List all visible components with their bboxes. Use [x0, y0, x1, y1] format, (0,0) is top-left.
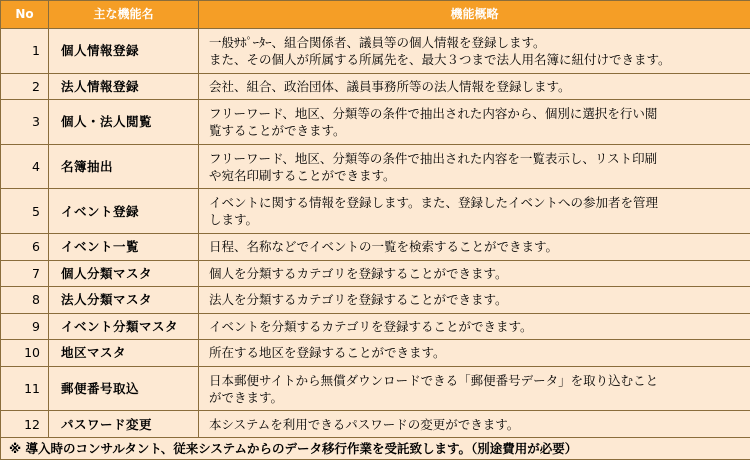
table-row: [1, 100, 750, 145]
description-line: イベントに関する情報を登録します。また、登録したイベントへの参加者を管理: [209, 195, 659, 211]
description-line: や宛名印刷することができます。: [209, 167, 396, 183]
footer-note: ※ 導入時のコンサルタント、従来システムからのデータ移行作業を受託致します。（別途費用が必要）: [1, 438, 750, 460]
description-line: します。: [209, 212, 259, 228]
feature-name: 郵便番号取込: [49, 366, 199, 411]
feature-name: イベント一覧: [49, 233, 199, 260]
feature-name: 個人分類マスタ: [49, 260, 199, 287]
feature-name: 個人情報登録: [49, 29, 199, 74]
description-line: 法人を分類するカテゴリを登録することができます。: [209, 292, 508, 308]
row-number: 12: [1, 411, 49, 438]
feature-description: [199, 366, 750, 411]
row-number: 11: [1, 366, 49, 411]
table-body: [1, 29, 750, 438]
feature-name: 法人分類マスタ: [49, 287, 199, 314]
feature-description: [199, 233, 750, 260]
feature-description: [199, 73, 750, 100]
table-row: [1, 411, 750, 438]
feature-name: 個人・法人閲覧: [49, 100, 199, 145]
row-number: 7: [1, 260, 49, 287]
table-row: [1, 144, 750, 189]
table-row: [1, 366, 750, 411]
feature-name: イベント登録: [49, 189, 199, 234]
feature-description: [199, 287, 750, 314]
feature-description: [199, 313, 750, 340]
footer-note-row: [1, 438, 750, 460]
description-line: 所在する地区を登録することができます。: [209, 345, 446, 361]
description-line: 覧することができます。: [209, 122, 346, 138]
description-line: また、その個人が所属する所属先を、最大３つまで法人用名簿に紐付けできます。: [209, 51, 671, 67]
feature-description: [199, 411, 750, 438]
description-line: 会社、組合、政治団体、議員事務所等の法人情報を登録します。: [209, 78, 571, 94]
table-row: [1, 313, 750, 340]
row-number: 10: [1, 340, 49, 367]
row-number: 1: [1, 29, 49, 74]
description-line: イベントを分類するカテゴリを登録することができます。: [209, 318, 533, 334]
feature-name: 地区マスタ: [49, 340, 199, 367]
table-row: [1, 287, 750, 314]
feature-name: 名簿抽出: [49, 144, 199, 189]
description-line: フリーワード、地区、分類等の条件で抽出された内容から、個別に選択を行い閲: [209, 105, 658, 121]
feature-name: 法人情報登録: [49, 73, 199, 100]
description-line: 本システムを利用できるパスワードの変更ができます。: [209, 416, 520, 432]
feature-name: イベント分類マスタ: [49, 313, 199, 340]
row-number: 3: [1, 100, 49, 145]
description-line: ができます。: [209, 389, 284, 405]
header-no: No: [1, 1, 49, 29]
header-feature-summary: 機能概略: [199, 1, 750, 29]
row-number: 4: [1, 144, 49, 189]
header-row: [1, 1, 750, 29]
table-row: [1, 73, 750, 100]
description-line: 日本郵便サイトから無償ダウンロードできる「郵便番号データ」を取り込むこと: [209, 372, 659, 388]
description-line: フリーワード、地区、分類等の条件で抽出された内容を一覧表示し、リスト印刷: [209, 150, 658, 166]
row-number: 9: [1, 313, 49, 340]
table-row: [1, 340, 750, 367]
row-number: 5: [1, 189, 49, 234]
row-number: 8: [1, 287, 49, 314]
feature-name: パスワード変更: [49, 411, 199, 438]
table-row: [1, 29, 750, 74]
description-line: 一般ｻﾎﾟｰﾀｰ、組合関係者、議員等の個人情報を登録します。: [209, 34, 546, 50]
table-row: [1, 233, 750, 260]
row-number: 6: [1, 233, 49, 260]
feature-description: [199, 100, 750, 145]
feature-description: [199, 144, 750, 189]
row-number: 2: [1, 73, 49, 100]
table-row: [1, 260, 750, 287]
feature-description: [199, 260, 750, 287]
header-feature-name: 主な機能名: [49, 1, 199, 29]
feature-description: [199, 29, 750, 74]
table-row: [1, 189, 750, 234]
feature-description: [199, 340, 750, 367]
description-line: 個人を分類するカテゴリを登録することができます。: [209, 265, 508, 281]
description-line: 日程、名称などでイベントの一覧を検索することができます。: [209, 239, 559, 255]
feature-description: [199, 189, 750, 234]
